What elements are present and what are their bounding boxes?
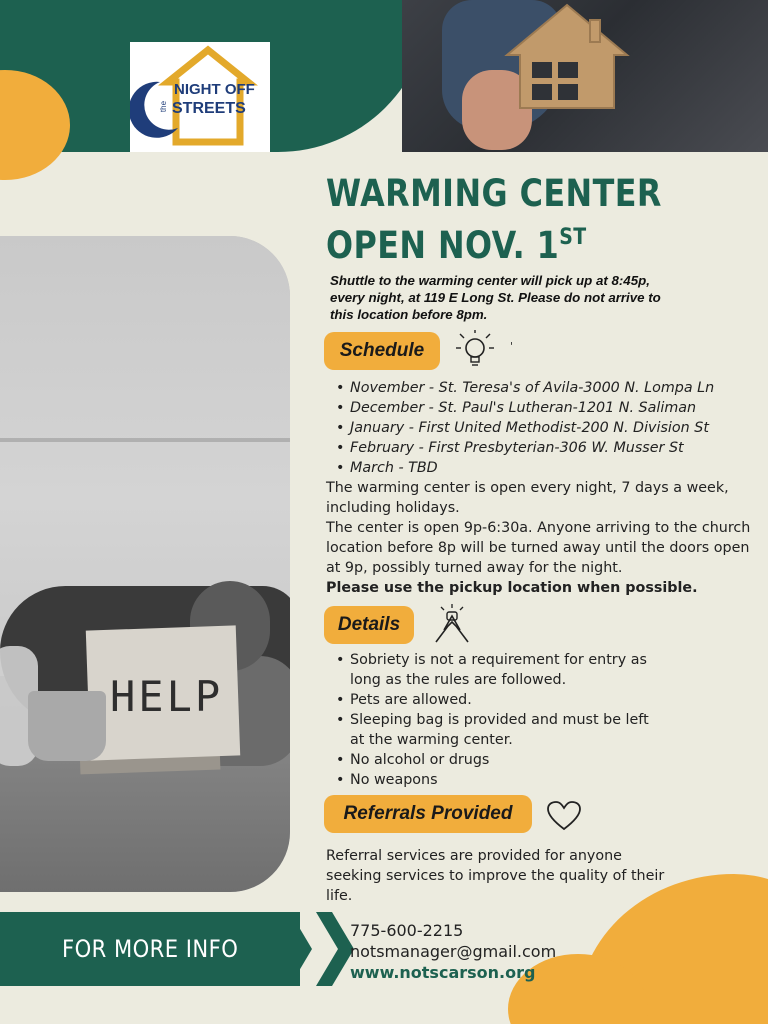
- schedule-list: [350, 378, 714, 478]
- house-icon: [502, 0, 632, 110]
- shuttle-info: Shuttle to the warming center will pick up at 8:45p, every night, at 119 E Long St. Please do not arrive to this location before 8pm.: [330, 273, 661, 322]
- more-info-label: FOR MORE INFO: [61, 935, 239, 963]
- logo-small: the: [159, 100, 169, 113]
- open-every-night-text: The warming center is open every night, 7 days a week, including holidays.: [326, 480, 729, 516]
- details-heading: Details: [324, 606, 414, 644]
- website-link[interactable]: www.notscarson.org: [350, 963, 536, 982]
- list-item: • January - First United Methodist-200 N. Division St: [350, 418, 714, 438]
- contact-info: [350, 920, 556, 983]
- list-item: • Pets are allowed.: [350, 690, 660, 710]
- list-item: • November - St. Teresa's of Avila-3000 N. Lompa Ln: [350, 378, 714, 398]
- title-line1: WARMING CENTER: [326, 172, 662, 215]
- hours-text: The center is open 9p-6:30a. Anyone arriving to the church location before 8p will be turned away until the doors open at 9p, possibly turned away for the night.: [326, 520, 751, 576]
- list-item: • Sobriety is not a requirement for entry as long as the rules are followed.: [350, 650, 660, 690]
- night-off-streets-logo: [130, 42, 270, 152]
- list-item: • Sleeping bag is provided and must be left at the warming center.: [350, 710, 660, 750]
- page-title: [326, 172, 739, 268]
- logo-line1: NIGHT OFF: [174, 81, 255, 98]
- title-line2: OPEN NOV. 1: [326, 224, 560, 267]
- referrals-heading: Referrals Provided: [324, 795, 532, 833]
- phone-number[interactable]: 775-600-2215: [350, 921, 464, 940]
- lightbulb-icon: [452, 330, 498, 372]
- bucket: [28, 691, 106, 761]
- handshake-icon: [430, 602, 474, 646]
- referral-text: Referral services are provided for anyone seeking services to improve the quality of their life.: [326, 848, 665, 904]
- schedule-heading: Schedule: [324, 332, 440, 370]
- list-item: • December - St. Paul's Lutheran-1201 N. Saliman: [350, 398, 714, 418]
- pickup-note: Please use the pickup location when possible.: [326, 580, 698, 596]
- help-sign-text: HELP: [110, 672, 224, 721]
- logo-line2: STREETS: [172, 100, 246, 117]
- banner-arrow: [290, 912, 312, 986]
- hand-holding-house-photo: [402, 0, 768, 152]
- details-list: [350, 650, 660, 790]
- heart-icon: [546, 800, 582, 832]
- stray-mark: ': [510, 340, 514, 353]
- title-sup: ST: [559, 225, 587, 250]
- schedule-paragraphs: [326, 478, 756, 598]
- list-item: • No alcohol or drugs: [350, 750, 660, 770]
- list-item: • March - TBD: [350, 458, 714, 478]
- list-item: • February - First Presbyterian-306 W. Musser St: [350, 438, 714, 458]
- more-info-banner: [0, 912, 300, 986]
- wall-seam: [0, 438, 290, 442]
- list-item: • No weapons: [350, 770, 660, 790]
- person-with-help-sign-photo: [0, 236, 290, 892]
- email-address[interactable]: notsmanager@gmail.com: [350, 942, 557, 961]
